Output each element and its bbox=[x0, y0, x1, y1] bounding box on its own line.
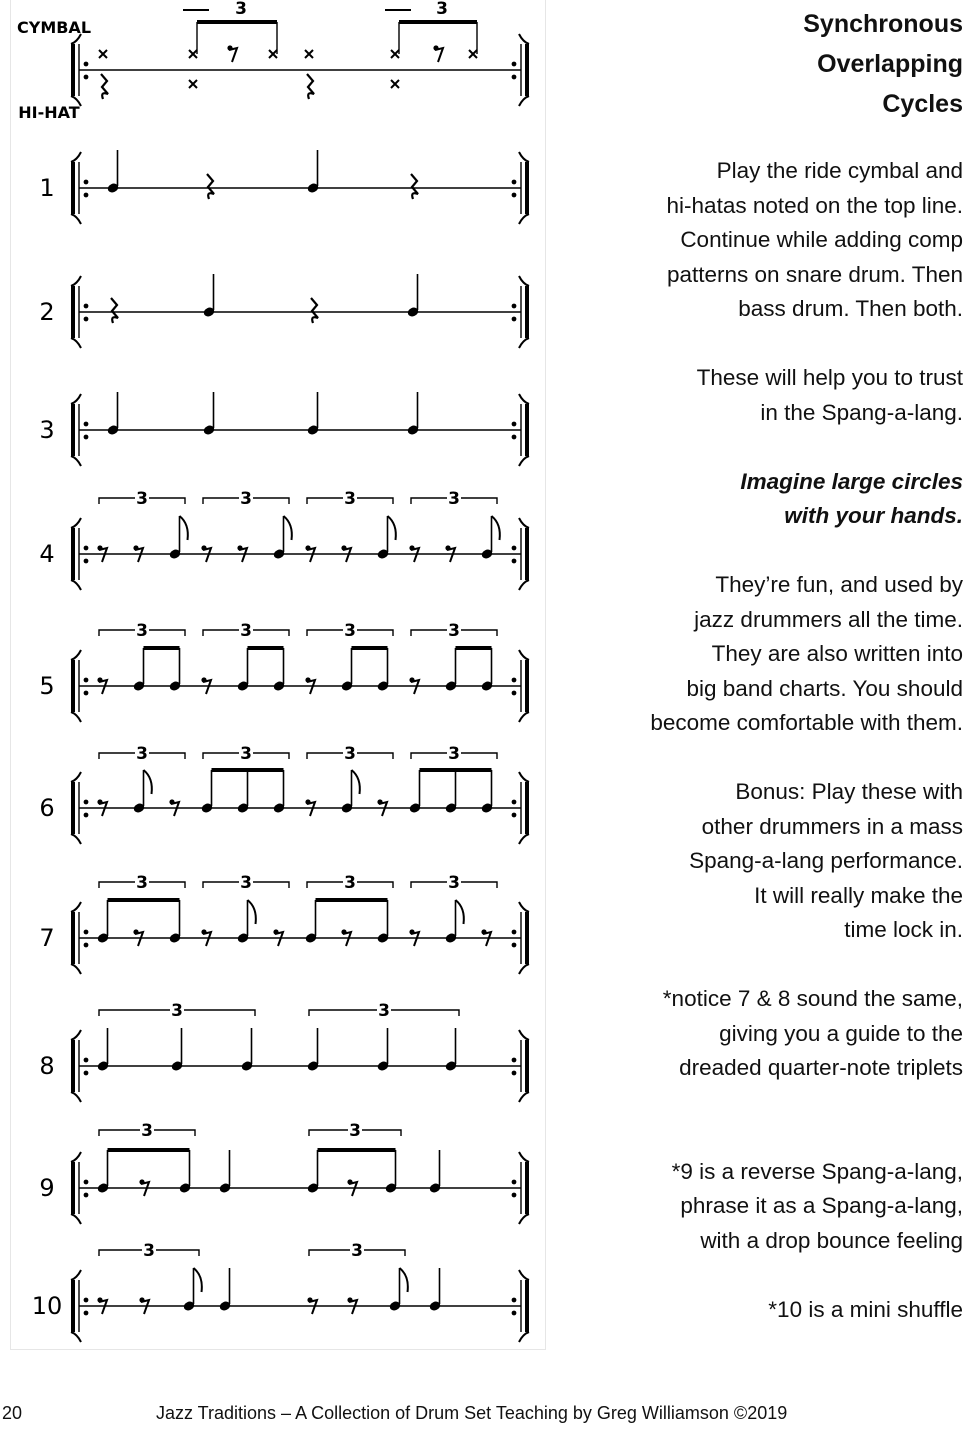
repeat-dot bbox=[84, 813, 89, 818]
text-line: with a drop bounce feeling bbox=[700, 1227, 963, 1253]
repeat-dot bbox=[84, 691, 89, 696]
triplet-number: 3 bbox=[141, 1121, 153, 1141]
triplet-number: 3 bbox=[344, 873, 356, 893]
note-10-paragraph bbox=[603, 1293, 963, 1328]
repeat-bracket bbox=[71, 650, 81, 660]
repeat-dot bbox=[512, 193, 517, 198]
eighth-rest bbox=[99, 1300, 107, 1314]
hihat-label: HI-HAT bbox=[18, 103, 80, 122]
repeat-dot bbox=[84, 304, 89, 309]
note-9-paragraph bbox=[603, 1155, 963, 1259]
text-line: These will help you to trust bbox=[696, 365, 963, 390]
triplet-number: 3 bbox=[136, 621, 148, 641]
repeat-dot bbox=[84, 1311, 89, 1316]
repeat-dot bbox=[512, 930, 517, 935]
repeat-dot bbox=[512, 317, 517, 322]
triplet-number: 3 bbox=[344, 744, 356, 764]
repeat-dot bbox=[84, 1298, 89, 1303]
eighth-rest bbox=[411, 548, 419, 562]
repeat-bracket bbox=[519, 276, 529, 286]
repeat-bracket bbox=[519, 394, 529, 404]
eighth-rest bbox=[349, 1182, 357, 1196]
quarter-rest bbox=[111, 298, 118, 323]
text-line: time lock in. bbox=[844, 917, 963, 942]
note-flag bbox=[284, 516, 292, 540]
repeat-bracket bbox=[519, 1332, 529, 1342]
repeat-dot bbox=[84, 62, 89, 67]
trust-paragraph bbox=[603, 361, 963, 430]
eighth-rest bbox=[203, 680, 211, 694]
repeat-dot bbox=[84, 546, 89, 551]
eighth-rest bbox=[379, 802, 387, 816]
repeat-dot bbox=[512, 800, 517, 805]
note-flag bbox=[248, 900, 256, 924]
page-number: 20 bbox=[2, 1403, 23, 1423]
repeat-bracket bbox=[71, 338, 81, 348]
repeat-dot bbox=[512, 1193, 517, 1198]
repeat-dot bbox=[84, 317, 89, 322]
triplet-number: 3 bbox=[344, 621, 356, 641]
eighth-rest bbox=[203, 548, 211, 562]
repeat-dot bbox=[512, 422, 517, 427]
footer-credit: Jazz Traditions – A Collection of Drum Set Teaching by Greg Williamson ©2019 bbox=[156, 1403, 788, 1423]
eighth-rest bbox=[447, 548, 455, 562]
x-notehead bbox=[391, 80, 399, 88]
drum-score bbox=[11, 0, 547, 1350]
x-notehead bbox=[391, 50, 399, 58]
repeat-bracket bbox=[71, 834, 81, 844]
text-line: Imagine large circles bbox=[740, 468, 963, 494]
repeat-bracket bbox=[519, 580, 529, 590]
note-flag bbox=[388, 516, 396, 540]
eighth-rest bbox=[343, 548, 351, 562]
repeat-dot bbox=[512, 678, 517, 683]
text-line: *10 is a mini shuffle bbox=[768, 1296, 963, 1322]
note-7-8-paragraph bbox=[603, 982, 963, 1086]
repeat-bracket bbox=[71, 152, 81, 162]
note-flag bbox=[352, 770, 360, 794]
repeat-bracket bbox=[519, 650, 529, 660]
eighth-rest bbox=[99, 802, 107, 816]
exercise-number: 1 bbox=[39, 174, 55, 202]
exercise-number: 7 bbox=[39, 924, 55, 952]
page-title bbox=[633, 4, 963, 124]
x-notehead bbox=[269, 50, 277, 58]
repeat-dot bbox=[512, 1180, 517, 1185]
title-line: Synchronous bbox=[803, 10, 963, 38]
repeat-bracket bbox=[519, 1270, 529, 1280]
repeat-dot bbox=[512, 1071, 517, 1076]
eighth-rest bbox=[171, 802, 179, 816]
repeat-bracket bbox=[519, 902, 529, 912]
exercise-number: 8 bbox=[39, 1052, 55, 1080]
repeat-dot bbox=[84, 559, 89, 564]
x-notehead bbox=[469, 50, 477, 58]
triplet-number: 3 bbox=[378, 1001, 390, 1021]
repeat-dot bbox=[84, 1058, 89, 1063]
x-notehead bbox=[189, 80, 197, 88]
triplet-number: 3 bbox=[143, 1241, 155, 1261]
eighth-rest bbox=[307, 548, 315, 562]
repeat-bracket bbox=[71, 518, 81, 528]
exercise-number: 4 bbox=[39, 540, 55, 568]
note-flag bbox=[180, 516, 188, 540]
repeat-dot bbox=[84, 435, 89, 440]
repeat-dot bbox=[512, 943, 517, 948]
repeat-dot bbox=[512, 1058, 517, 1063]
repeat-bracket bbox=[71, 394, 81, 404]
text-line: dreaded quarter-note triplets bbox=[679, 1055, 963, 1080]
triplet-number: 3 bbox=[448, 873, 460, 893]
repeat-dot bbox=[84, 75, 89, 80]
text-line: other drummers in a mass bbox=[701, 813, 963, 839]
triplet-number: 3 bbox=[240, 489, 252, 509]
triplet-number: 3 bbox=[136, 489, 148, 509]
text-line: hi-hatas noted on the top line. bbox=[666, 192, 963, 218]
exercise-number: 6 bbox=[39, 794, 55, 822]
triplet-number: 3 bbox=[240, 873, 252, 893]
text-line: patterns on snare drum. Then bbox=[666, 261, 963, 287]
repeat-bracket bbox=[71, 772, 81, 782]
text-line: Spang-a-lang performance. bbox=[689, 848, 963, 873]
eighth-rest bbox=[99, 548, 107, 562]
repeat-bracket bbox=[519, 1092, 529, 1102]
eighth-rest bbox=[411, 932, 419, 946]
text-line: bass drum. Then both. bbox=[738, 296, 963, 321]
triplet-number: 3 bbox=[344, 489, 356, 509]
repeat-bracket bbox=[519, 1152, 529, 1162]
repeat-dot bbox=[84, 678, 89, 683]
eighth-rest bbox=[141, 1300, 149, 1314]
repeat-dot bbox=[84, 1193, 89, 1198]
text-line: giving you a guide to the bbox=[719, 1020, 963, 1046]
repeat-bracket bbox=[519, 772, 529, 782]
text-line: They are also written into bbox=[711, 641, 963, 666]
text-line: Bonus: Play these with bbox=[735, 779, 963, 804]
repeat-bracket bbox=[71, 1214, 81, 1224]
repeat-bracket bbox=[519, 964, 529, 974]
note-flag bbox=[492, 516, 500, 540]
eighth-rest bbox=[275, 932, 283, 946]
repeat-bracket bbox=[519, 518, 529, 528]
exercise-number: 5 bbox=[39, 672, 55, 700]
eighth-rest bbox=[435, 48, 443, 62]
repeat-dot bbox=[512, 1311, 517, 1316]
repeat-bracket bbox=[71, 276, 81, 286]
triplet-number: 3 bbox=[235, 0, 247, 19]
repeat-dot bbox=[512, 559, 517, 564]
usage-paragraph bbox=[603, 568, 963, 741]
eighth-rest bbox=[307, 680, 315, 694]
bonus-paragraph bbox=[603, 775, 963, 948]
repeat-dot bbox=[84, 193, 89, 198]
emphasis-paragraph bbox=[603, 465, 963, 534]
repeat-bracket bbox=[519, 834, 529, 844]
text-line: with your hands. bbox=[784, 503, 963, 528]
triplet-number: 3 bbox=[351, 1241, 363, 1261]
repeat-bracket bbox=[519, 96, 529, 106]
exercise-number: 3 bbox=[39, 416, 55, 444]
repeat-dot bbox=[512, 304, 517, 309]
x-notehead bbox=[99, 50, 107, 58]
instructions-paragraph bbox=[603, 154, 963, 327]
triplet-number: 3 bbox=[136, 744, 148, 764]
repeat-dot bbox=[512, 813, 517, 818]
triplet-number: 3 bbox=[448, 489, 460, 509]
quarter-rest bbox=[411, 174, 418, 199]
repeat-dot bbox=[84, 930, 89, 935]
text-line: big band charts. You should bbox=[686, 675, 963, 701]
triplet-number: 3 bbox=[171, 1001, 183, 1021]
repeat-dot bbox=[84, 180, 89, 185]
triplet-number: 3 bbox=[349, 1121, 361, 1141]
title-line: Overlapping bbox=[817, 50, 963, 78]
eighth-rest bbox=[203, 932, 211, 946]
x-notehead bbox=[305, 50, 313, 58]
repeat-dot bbox=[84, 1180, 89, 1185]
exercise-number: 10 bbox=[31, 1292, 63, 1320]
repeat-bracket bbox=[519, 712, 529, 722]
text-line: phrase it as a Spang-a-lang, bbox=[680, 1193, 963, 1218]
eighth-rest bbox=[483, 932, 491, 946]
repeat-dot bbox=[512, 691, 517, 696]
quarter-rest bbox=[311, 298, 318, 323]
repeat-dot bbox=[512, 180, 517, 185]
repeat-bracket bbox=[71, 712, 81, 722]
quarter-rest bbox=[207, 174, 214, 199]
repeat-dot bbox=[512, 546, 517, 551]
repeat-bracket bbox=[519, 338, 529, 348]
note-flag bbox=[456, 900, 464, 924]
eighth-rest bbox=[411, 680, 419, 694]
repeat-bracket bbox=[71, 456, 81, 466]
repeat-bracket bbox=[71, 1332, 81, 1342]
repeat-dot bbox=[512, 62, 517, 67]
repeat-bracket bbox=[71, 1092, 81, 1102]
triplet-number: 3 bbox=[448, 621, 460, 641]
eighth-rest bbox=[141, 1182, 149, 1196]
repeat-dot bbox=[512, 1298, 517, 1303]
triplet-number: 3 bbox=[448, 744, 460, 764]
exercise-number: 2 bbox=[39, 298, 55, 326]
eighth-rest bbox=[229, 48, 237, 62]
note-flag bbox=[144, 770, 152, 794]
eighth-rest bbox=[239, 548, 247, 562]
repeat-bracket bbox=[71, 1270, 81, 1280]
repeat-bracket bbox=[519, 152, 529, 162]
text-line: It will really make the bbox=[754, 882, 963, 908]
repeat-bracket bbox=[519, 1214, 529, 1224]
repeat-dot bbox=[84, 1071, 89, 1076]
text-line: Continue while adding comp bbox=[680, 227, 963, 252]
repeat-dot bbox=[84, 800, 89, 805]
exercise-number: 9 bbox=[39, 1174, 55, 1202]
repeat-bracket bbox=[71, 1152, 81, 1162]
text-line: They’re fun, and used by bbox=[715, 572, 963, 597]
text-line: *9 is a reverse Spang-a-lang, bbox=[671, 1158, 963, 1184]
repeat-dot bbox=[84, 422, 89, 427]
repeat-bracket bbox=[71, 214, 81, 224]
eighth-rest bbox=[343, 932, 351, 946]
repeat-dot bbox=[84, 943, 89, 948]
repeat-bracket bbox=[519, 1030, 529, 1040]
text-line: jazz drummers all the time. bbox=[694, 606, 963, 632]
eighth-rest bbox=[99, 680, 107, 694]
repeat-bracket bbox=[519, 456, 529, 466]
text-line: become comfortable with them. bbox=[650, 710, 963, 735]
text-line: *notice 7 & 8 sound the same, bbox=[662, 986, 963, 1011]
repeat-bracket bbox=[71, 580, 81, 590]
triplet-number: 3 bbox=[136, 873, 148, 893]
eighth-rest bbox=[349, 1300, 357, 1314]
x-notehead bbox=[189, 50, 197, 58]
repeat-dot bbox=[512, 435, 517, 440]
triplet-number: 3 bbox=[436, 0, 448, 19]
triplet-number: 3 bbox=[240, 621, 252, 641]
repeat-bracket bbox=[71, 1030, 81, 1040]
text-line: Play the ride cymbal and bbox=[716, 158, 963, 183]
note-flag bbox=[400, 1268, 408, 1292]
eighth-rest bbox=[135, 548, 143, 562]
repeat-bracket bbox=[71, 964, 81, 974]
triplet-number: 3 bbox=[240, 744, 252, 764]
repeat-bracket bbox=[519, 214, 529, 224]
note-flag bbox=[194, 1268, 202, 1292]
instructions-text bbox=[603, 154, 963, 1362]
eighth-rest bbox=[309, 1300, 317, 1314]
cymbal-label: CYMBAL bbox=[16, 18, 92, 37]
repeat-bracket bbox=[71, 902, 81, 912]
repeat-bracket bbox=[519, 34, 529, 44]
eighth-rest bbox=[135, 932, 143, 946]
text-line: in the Spang-a-lang. bbox=[760, 399, 963, 425]
title-line: Cycles bbox=[882, 90, 963, 118]
quarter-rest bbox=[101, 74, 108, 99]
repeat-dot bbox=[512, 75, 517, 80]
eighth-rest bbox=[307, 802, 315, 816]
drum-score-panel bbox=[10, 0, 546, 1350]
quarter-rest bbox=[307, 74, 314, 99]
